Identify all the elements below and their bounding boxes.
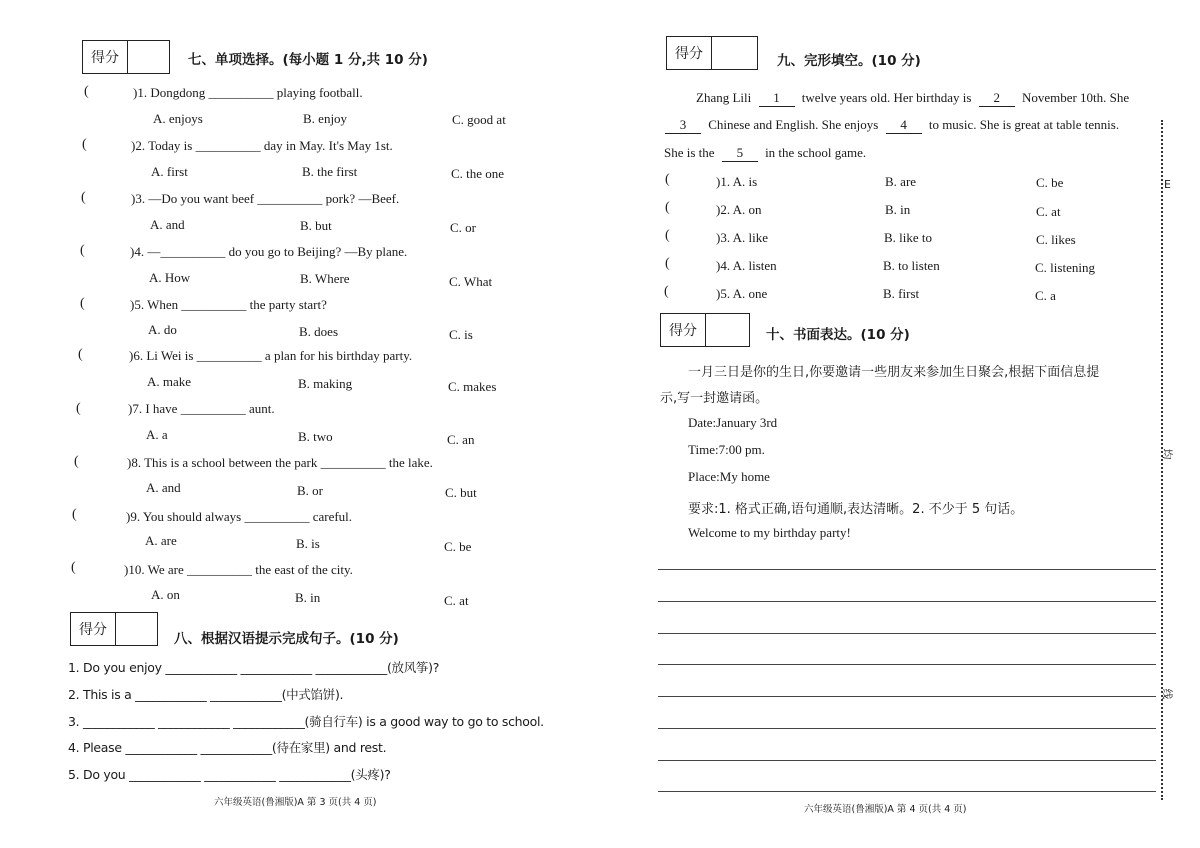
question-stem: )3. —Do you want beef __________ pork? —Beef. — [131, 191, 400, 206]
writing-line — [658, 633, 1156, 634]
option-a: A. and — [146, 480, 181, 495]
question-stem: )7. I have __________ aunt. — [128, 401, 275, 416]
option-b: B. or — [297, 483, 323, 498]
option-c: C. What — [449, 274, 493, 289]
option-a: A. do — [148, 322, 177, 337]
option-a: A. first — [151, 164, 188, 179]
sentence-item: 5. Do you ____________ ____________ ____________(头疼)? — [68, 767, 391, 782]
cloze-option-c: C. be — [1036, 175, 1064, 190]
answer-paren: ( — [665, 228, 670, 243]
option-c: C. or — [450, 220, 476, 235]
question-stem: )1. Dongdong __________ playing football. — [133, 85, 363, 100]
writing-line — [658, 760, 1156, 761]
option-c: C. an — [447, 432, 475, 447]
option-a: A. How — [149, 270, 191, 285]
answer-paren: ( — [84, 84, 89, 99]
sentence-item: 3. ____________ ____________ ____________(骑自行车) is a good way to go to school. — [68, 714, 544, 729]
margin-mark-bottom: 线 — [1160, 688, 1174, 700]
passage-text: in the school game. — [765, 145, 867, 160]
answer-paren: ( — [82, 137, 87, 152]
writing-line — [658, 664, 1156, 665]
blank-3: 3 — [665, 117, 701, 134]
option-a: A. on — [151, 587, 180, 602]
score-blank — [706, 314, 749, 346]
writing-line — [658, 728, 1156, 729]
option-a: A. enjoys — [153, 111, 203, 126]
sentence-item: 4. Please ____________ ____________(待在家里) and rest. — [68, 740, 387, 755]
option-c: C. but — [445, 485, 477, 500]
passage-line-3 — [664, 145, 866, 162]
option-b: B. does — [299, 324, 338, 339]
blank-2: 2 — [979, 90, 1015, 107]
option-c: C. good at — [452, 112, 506, 127]
cloze-option-a: )3. A. like — [716, 230, 768, 245]
sentence-item: 1. Do you enjoy ____________ ____________ ____________(放风筝)? — [68, 660, 440, 675]
option-b: B. the first — [302, 164, 358, 179]
section7-title: 七、单项选择。(每小题 1 分,共 10 分) — [188, 52, 428, 68]
option-c: C. at — [444, 593, 469, 608]
writing-line — [658, 601, 1156, 602]
option-b: B. in — [295, 590, 321, 605]
option-a: A. and — [150, 217, 185, 232]
writing-line — [658, 569, 1156, 570]
answer-paren: ( — [74, 454, 79, 469]
question-stem: )10. We are __________ the east of the city. — [124, 562, 353, 577]
score-blank — [116, 613, 157, 645]
passage-text: November 10th. She — [1021, 90, 1130, 105]
option-b: B. but — [300, 218, 332, 233]
question-stem: )6. Li Wei is __________ a plan for his birthday party. — [129, 348, 413, 363]
answer-paren: ( — [664, 284, 669, 299]
score-label: 得分 — [661, 314, 706, 346]
margin-mark-top: 均 — [1160, 448, 1174, 460]
option-b: B. two — [298, 429, 333, 444]
question-stem: )8. This is a school between the park __________ the lake. — [127, 455, 433, 470]
cloze-option-c: C. a — [1035, 288, 1056, 303]
option-b: B. Where — [300, 271, 350, 286]
option-b: B. making — [298, 376, 353, 391]
cloze-option-b: B. in — [885, 202, 911, 217]
cloze-option-b: B. to listen — [883, 258, 940, 273]
blank-4: 4 — [886, 117, 922, 134]
option-c: C. be — [444, 539, 472, 554]
passage-text: Chinese and English. She enjoys — [708, 117, 879, 132]
cloze-option-b: B. like to — [884, 230, 933, 245]
score-box-section10 — [660, 313, 750, 347]
cloze-option-a: )2. A. on — [716, 202, 762, 217]
answer-paren: ( — [665, 172, 670, 187]
answer-paren: ( — [76, 401, 81, 416]
answer-paren: ( — [71, 560, 76, 575]
info-date: Date:January 3rd — [688, 415, 778, 430]
cloze-option-a: )4. A. listen — [716, 258, 777, 273]
cloze-option-c: C. listening — [1035, 260, 1095, 275]
question-stem: )4. —__________ do you go to Beijing? —By plane. — [130, 244, 408, 259]
score-box-section7 — [82, 40, 170, 74]
option-a: A. are — [145, 533, 177, 548]
option-c: C. is — [449, 327, 473, 342]
page-footer-left: 六年级英语(鲁湘版)A 第 3 页(共 4 页) — [214, 797, 377, 808]
writing-line — [658, 696, 1156, 697]
question-stem: )5. When __________ the party start? — [130, 297, 327, 312]
score-label: 得分 — [83, 41, 128, 73]
score-blank — [128, 41, 169, 73]
score-blank — [712, 37, 757, 69]
answer-paren: ( — [80, 243, 85, 258]
score-label: 得分 — [71, 613, 116, 645]
answer-paren: ( — [81, 190, 86, 205]
section10-title: 十、书面表达。(10 分) — [766, 327, 910, 343]
score-box-section8 — [70, 612, 158, 646]
passage-line-1 — [696, 90, 1129, 107]
answer-paren: ( — [80, 296, 85, 311]
question-stem: )2. Today is __________ day in May. It's May 1st. — [131, 138, 393, 153]
cloze-option-b: B. first — [883, 286, 920, 301]
writing-requirement: 要求:1. 格式正确,语句通顺,表达清晰。2. 不少于 5 句话。 — [688, 502, 1024, 517]
answer-paren: ( — [665, 200, 670, 215]
section9-title: 九、完形填空。(10 分) — [777, 53, 921, 69]
passage-text: to music. She is great at table tennis. — [928, 117, 1120, 132]
score-box-section9 — [666, 36, 758, 70]
score-label: 得分 — [667, 37, 712, 69]
info-place: Place:My home — [688, 469, 770, 484]
writing-prompt-line-1: 一月三日是你的生日,你要邀请一些朋友来参加生日聚会,根据下面信息提 — [688, 365, 1100, 380]
passage-text: Zhang Lili — [696, 90, 752, 105]
writing-prompt-line-2: 示,写一封邀请函。 — [660, 391, 769, 406]
passage-text: She is the — [664, 145, 715, 160]
info-time: Time:7:00 pm. — [688, 442, 765, 457]
cloze-option-a: )1. A. is — [716, 174, 758, 189]
option-b: B. is — [296, 536, 320, 551]
writing-line — [658, 791, 1156, 792]
page-footer-right: 六年级英语(鲁湘版)A 第 4 页(共 4 页) — [804, 804, 967, 815]
sentence-item: 2. This is a ____________ ____________(中式馅饼). — [68, 687, 344, 702]
margin-mark-e: E — [1164, 178, 1171, 191]
question-stem: )9. You should always __________ careful. — [126, 509, 353, 524]
letter-opening: Welcome to my birthday party! — [688, 525, 851, 540]
option-c: C. makes — [448, 379, 497, 394]
answer-paren: ( — [72, 507, 77, 522]
blank-1: 1 — [759, 90, 795, 107]
cloze-option-a: )5. A. one — [716, 286, 768, 301]
cloze-option-b: B. are — [885, 174, 917, 189]
option-a: A. a — [146, 427, 168, 442]
blank-5: 5 — [722, 145, 758, 162]
answer-paren: ( — [665, 256, 670, 271]
option-a: A. make — [147, 374, 192, 389]
answer-paren: ( — [78, 347, 83, 362]
cloze-option-c: C. likes — [1036, 232, 1076, 247]
passage-line-2 — [665, 117, 1119, 134]
section8-title: 八、根据汉语提示完成句子。(10 分) — [174, 631, 399, 647]
passage-text: twelve years old. Her birthday is — [801, 90, 972, 105]
option-c: C. the one — [451, 166, 505, 181]
option-b: B. enjoy — [303, 111, 348, 126]
cloze-option-c: C. at — [1036, 204, 1061, 219]
